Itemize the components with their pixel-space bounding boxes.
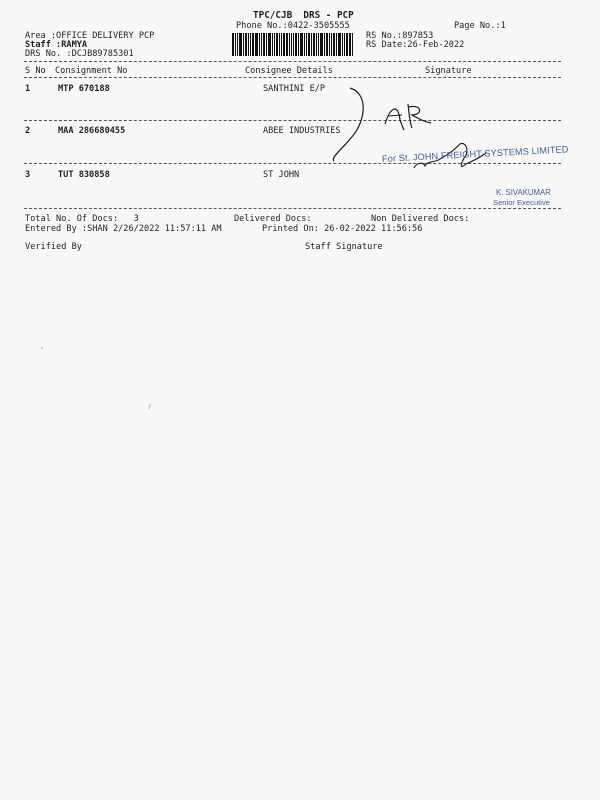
barcode-bar — [308, 33, 310, 56]
barcode-bar — [338, 33, 341, 56]
document-title: TPC/CJB DRS - PCP — [253, 10, 354, 21]
page-number: Page No.:1 — [454, 21, 506, 31]
staff-field: Staff :RAMYA — [25, 40, 88, 50]
barcode-bar — [281, 33, 282, 56]
barcode-bar — [248, 33, 249, 56]
barcode-image — [232, 33, 353, 56]
barcode-bar — [283, 33, 286, 56]
column-header-sno: S No — [25, 66, 46, 76]
printed-on: Printed On: 26-02-2022 11:56:56 — [262, 224, 423, 234]
header-top-divider — [24, 61, 561, 62]
barcode-bar — [279, 33, 280, 56]
row-1-consignment: MTP 670188 — [58, 84, 110, 94]
area-field: Area :OFFICE DELIVERY PCP — [25, 31, 155, 41]
row-2-consignment: MAA 286680455 — [58, 126, 126, 136]
barcode-bar — [352, 33, 353, 56]
company-stamp: For St. JOHN FREIGHT SYSTEMS LIMITED — [381, 144, 569, 164]
barcode-bar — [298, 33, 299, 56]
barcode-bar — [318, 33, 319, 56]
barcode-bar — [329, 33, 330, 56]
barcode-bar — [237, 33, 238, 56]
row-2-consignee: ABEE INDUSTRIES — [263, 126, 341, 136]
rs-date: RS Date:26-Feb-2022 — [366, 40, 465, 50]
staff-signature-label: Staff Signature — [305, 242, 383, 252]
barcode-bar — [255, 33, 258, 56]
row-1-consignee: SANTHINI E/P — [263, 84, 326, 94]
handwritten-signature — [330, 84, 570, 174]
barcode-bar — [349, 33, 351, 56]
barcode-bar — [261, 33, 262, 56]
row-3-consignee: ST JOHN — [263, 170, 300, 180]
barcode-bar — [232, 33, 234, 56]
barcode-bar — [252, 33, 254, 56]
barcode-bar — [272, 33, 273, 56]
barcode-bar — [320, 33, 323, 56]
scan-speck-small — [41, 347, 43, 349]
row-2-sno: 2 — [25, 126, 31, 136]
column-header-consignment: Consignment No — [55, 66, 128, 76]
header-bottom-divider — [24, 77, 561, 78]
barcode-bar — [331, 33, 332, 56]
scan-speck — [148, 403, 155, 410]
barcode-bar — [266, 33, 267, 56]
barcode-bar — [274, 33, 275, 56]
stamp-signatory-role: Senior Executive — [493, 198, 550, 207]
barcode-bar — [313, 33, 315, 56]
barcode-bar — [336, 33, 337, 56]
barcode-bar — [324, 33, 325, 56]
barcode-bar — [291, 33, 292, 56]
row-1-sno: 1 — [25, 84, 31, 94]
barcode-bar — [300, 33, 303, 56]
rs-number: RS No.:897853 — [366, 31, 434, 41]
delivered-docs: Delivered Docs: — [234, 214, 312, 224]
barcode-bar — [276, 33, 278, 56]
column-header-signature: Signature — [425, 66, 472, 76]
entered-by: Entered By :SHAN 2/26/2022 11:57:11 AM — [25, 224, 222, 234]
barcode-bar — [304, 33, 305, 56]
barcode-bar — [263, 33, 265, 56]
barcode-bar — [268, 33, 271, 56]
barcode-bar — [250, 33, 251, 56]
barcode-bar — [306, 33, 307, 56]
row-3-divider — [24, 208, 561, 209]
barcode-bar — [342, 33, 343, 56]
barcode-bar — [235, 33, 236, 56]
barcode-bar — [286, 33, 288, 56]
barcode-bar — [295, 33, 297, 56]
barcode-bar — [326, 33, 328, 56]
row-3-sno: 3 — [25, 170, 31, 180]
barcode-bar — [245, 33, 247, 56]
phone-number: Phone No.:0422-3505555 — [236, 21, 350, 31]
barcode-bar — [259, 33, 260, 56]
stamp-signatory-name: K. SIVAKUMAR — [496, 188, 551, 197]
row-3-consignment: TUT 830858 — [58, 170, 110, 180]
drs-number: DRS No. :DCJB89785301 — [25, 49, 134, 59]
barcode-bar — [289, 33, 290, 56]
barcode-bar — [344, 33, 345, 56]
barcode-bar — [293, 33, 294, 56]
barcode-bar — [316, 33, 317, 56]
barcode-bar — [243, 33, 244, 56]
column-header-consignee: Consignee Details — [245, 66, 333, 76]
non-delivered-docs: Non Delivered Docs: — [371, 214, 470, 224]
barcode-bar — [333, 33, 335, 56]
total-docs: Total No. Of Docs: 3 — [25, 214, 139, 224]
barcode-bar — [239, 33, 242, 56]
verified-by-label: Verified By — [25, 242, 82, 252]
barcode-bar — [346, 33, 348, 56]
barcode-bar — [311, 33, 312, 56]
